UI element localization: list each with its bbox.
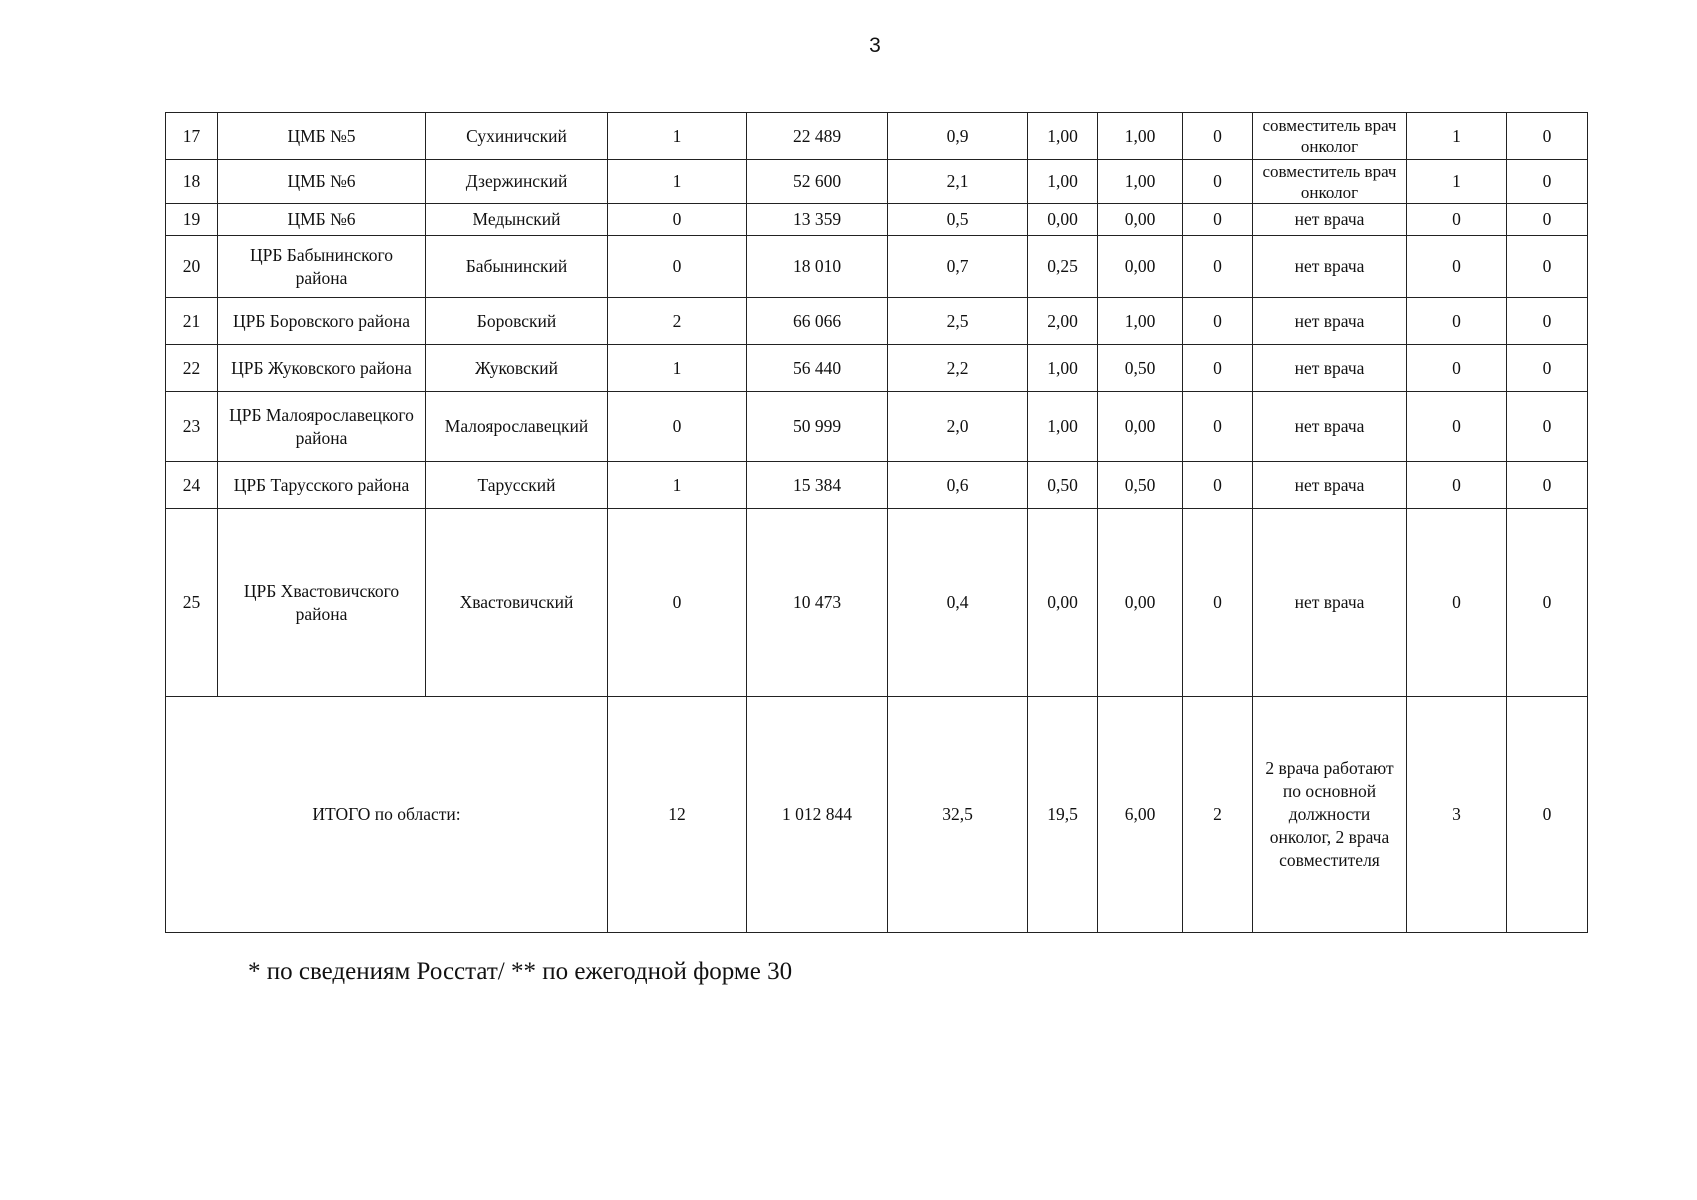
value-cell: 0,00: [1098, 392, 1183, 462]
value-cell: 0: [1407, 298, 1507, 345]
value-cell: 0: [1183, 462, 1253, 509]
row-number: 25: [166, 509, 218, 697]
value-cell: 0: [1183, 298, 1253, 345]
total-value-cell: 6,00: [1098, 697, 1183, 933]
value-cell: 1,00: [1028, 392, 1098, 462]
value-cell: 0: [608, 509, 747, 697]
value-cell: 0,00: [1098, 236, 1183, 298]
population-cell: 10 473: [747, 509, 888, 697]
population-cell: 13 359: [747, 204, 888, 236]
value-cell: 1,00: [1028, 160, 1098, 204]
institution-cell: ЦРБ Хвастовичского района: [218, 509, 426, 697]
value-cell: 1,00: [1028, 345, 1098, 392]
value-cell: 0: [1407, 236, 1507, 298]
value-cell: 1,00: [1098, 113, 1183, 160]
value-cell: 0: [1407, 392, 1507, 462]
value-cell: 0,50: [1098, 345, 1183, 392]
value-cell: 0: [1183, 236, 1253, 298]
value-cell: 0: [1183, 392, 1253, 462]
district-cell: Боровский: [426, 298, 608, 345]
district-cell: Сухиничский: [426, 113, 608, 160]
value-cell: 0: [1183, 113, 1253, 160]
value-cell: 2,1: [888, 160, 1028, 204]
total-population-cell: 1 012 844: [747, 697, 888, 933]
page-number: 3: [869, 34, 881, 57]
value-cell: 0: [1507, 392, 1588, 462]
note-cell: нет врача: [1253, 204, 1407, 236]
value-cell: 0,50: [1098, 462, 1183, 509]
population-cell: 50 999: [747, 392, 888, 462]
row-number: 24: [166, 462, 218, 509]
staffing-table: [165, 112, 1588, 933]
value-cell: 0: [1183, 509, 1253, 697]
value-cell: 0,50: [1028, 462, 1098, 509]
table-row: [166, 160, 1588, 204]
value-cell: 0: [1507, 236, 1588, 298]
institution-cell: ЦМБ №6: [218, 160, 426, 204]
value-cell: 0: [1507, 298, 1588, 345]
total-note-cell: 2 врача работают по основной должности онколог, 2 врача совместителя: [1253, 697, 1407, 933]
total-label: ИТОГО по области:: [166, 697, 608, 933]
value-cell: 0: [1507, 509, 1588, 697]
table-row: [166, 236, 1588, 298]
value-cell: 0,25: [1028, 236, 1098, 298]
value-cell: 2,0: [888, 392, 1028, 462]
population-cell: 15 384: [747, 462, 888, 509]
population-cell: 18 010: [747, 236, 888, 298]
institution-cell: ЦРБ Малоярославецкого района: [218, 392, 426, 462]
value-cell: 0,6: [888, 462, 1028, 509]
value-cell: 1,00: [1028, 113, 1098, 160]
value-cell: 0,00: [1098, 204, 1183, 236]
table-row: [166, 204, 1588, 236]
institution-cell: ЦМБ №5: [218, 113, 426, 160]
value-cell: 2,2: [888, 345, 1028, 392]
row-number: 21: [166, 298, 218, 345]
value-cell: 1,00: [1098, 298, 1183, 345]
note-cell: совместитель врач онколог: [1253, 160, 1407, 204]
note-cell: нет врача: [1253, 509, 1407, 697]
value-cell: 1: [608, 345, 747, 392]
value-cell: 0,7: [888, 236, 1028, 298]
institution-cell: ЦМБ №6: [218, 204, 426, 236]
table-row: [166, 462, 1588, 509]
table-row: [166, 345, 1588, 392]
institution-cell: ЦРБ Тарусского района: [218, 462, 426, 509]
note-cell: нет врача: [1253, 462, 1407, 509]
district-cell: Малоярославецкий: [426, 392, 608, 462]
value-cell: 2,5: [888, 298, 1028, 345]
note-cell: совместитель врач онколог: [1253, 113, 1407, 160]
value-cell: 1: [608, 113, 747, 160]
value-cell: 0: [1507, 113, 1588, 160]
population-cell: 56 440: [747, 345, 888, 392]
value-cell: 0: [1507, 204, 1588, 236]
population-cell: 52 600: [747, 160, 888, 204]
value-cell: 0: [1183, 160, 1253, 204]
value-cell: 0: [608, 204, 747, 236]
row-number: 22: [166, 345, 218, 392]
value-cell: 1,00: [1098, 160, 1183, 204]
value-cell: 1: [608, 160, 747, 204]
table-row: [166, 392, 1588, 462]
value-cell: 0: [608, 392, 747, 462]
table-row: [166, 298, 1588, 345]
value-cell: 0,00: [1028, 509, 1098, 697]
note-cell: нет врача: [1253, 236, 1407, 298]
total-value-cell: 2: [1183, 697, 1253, 933]
district-cell: Бабынинский: [426, 236, 608, 298]
note-cell: нет врача: [1253, 298, 1407, 345]
row-number: 17: [166, 113, 218, 160]
value-cell: 0: [1183, 204, 1253, 236]
institution-cell: ЦРБ Жуковского района: [218, 345, 426, 392]
district-cell: Дзержинский: [426, 160, 608, 204]
value-cell: 0: [1407, 345, 1507, 392]
value-cell: 0: [1407, 462, 1507, 509]
value-cell: 0: [1507, 345, 1588, 392]
total-value-cell: 3: [1407, 697, 1507, 933]
value-cell: 2,00: [1028, 298, 1098, 345]
value-cell: 0,4: [888, 509, 1028, 697]
population-cell: 66 066: [747, 298, 888, 345]
value-cell: 0: [1507, 462, 1588, 509]
district-cell: Медынский: [426, 204, 608, 236]
table-row: [166, 509, 1588, 697]
value-cell: 0,9: [888, 113, 1028, 160]
district-cell: Жуковский: [426, 345, 608, 392]
value-cell: 0: [1407, 204, 1507, 236]
value-cell: 0: [608, 236, 747, 298]
row-number: 20: [166, 236, 218, 298]
value-cell: 1: [1407, 160, 1507, 204]
footnote: * по сведениям Росстат/ ** по ежегодной форме 30: [248, 958, 793, 985]
total-row: [166, 697, 1588, 933]
value-cell: 0,00: [1098, 509, 1183, 697]
row-number: 23: [166, 392, 218, 462]
table-row: [166, 113, 1588, 160]
row-number: 19: [166, 204, 218, 236]
value-cell: 0,00: [1028, 204, 1098, 236]
value-cell: 1: [1407, 113, 1507, 160]
row-number: 18: [166, 160, 218, 204]
institution-cell: ЦРБ Бабынинского района: [218, 236, 426, 298]
note-cell: нет врача: [1253, 345, 1407, 392]
value-cell: 0,5: [888, 204, 1028, 236]
value-cell: 1: [608, 462, 747, 509]
value-cell: 0: [1507, 160, 1588, 204]
value-cell: 0: [1407, 509, 1507, 697]
district-cell: Хвастовичский: [426, 509, 608, 697]
total-value-cell: 0: [1507, 697, 1588, 933]
institution-cell: ЦРБ Боровского района: [218, 298, 426, 345]
total-value-cell: 12: [608, 697, 747, 933]
note-cell: нет врача: [1253, 392, 1407, 462]
value-cell: 0: [1183, 345, 1253, 392]
total-value-cell: 19,5: [1028, 697, 1098, 933]
population-cell: 22 489: [747, 113, 888, 160]
value-cell: 2: [608, 298, 747, 345]
district-cell: Тарусский: [426, 462, 608, 509]
total-value-cell: 32,5: [888, 697, 1028, 933]
